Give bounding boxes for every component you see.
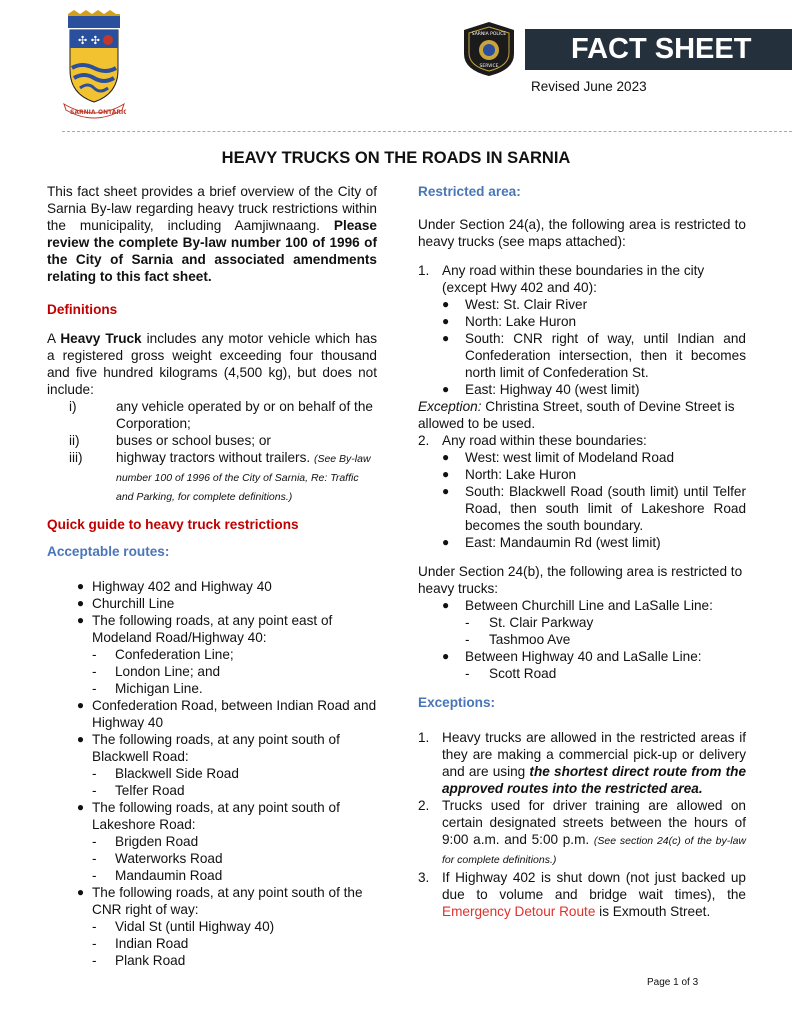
exception-text: If Highway 402 is shut down (not just backed up due to volume and bridge wait times), the [442,870,746,902]
route-text: The following roads, at any point east of Modeland Road/Highway 40: [92,613,333,645]
bullet-icon: ● [442,484,450,498]
exception-label: Exception: [418,399,482,414]
bullet-icon: ● [76,579,85,593]
exception-emphasis: the shortest direct route from the approved routes into the restricted area. [442,764,746,796]
bullet-icon: ● [442,331,450,345]
boundary-text: East: Mandaumin Rd (west limit) [465,535,661,550]
definition-lead: A [47,331,56,346]
exception-note: (See section 24(c) of the by-law for complete definitions.) [442,835,747,866]
area-text: Between Churchill Line and LaSalle Line: [465,598,713,613]
bullet-icon: ● [76,596,85,610]
boundary-text: West: St. Clair River [465,297,588,312]
boundary-item [418,534,746,551]
route-sub-text: Michigan Line. [115,681,203,696]
exception-item: 2. Trucks used for driver training are allowed on certain designated streets between the hours of 9:00 a.m. and 5:00 p.m. (See section 24(c) of the by-law for complete definitions.) [418,798,747,866]
route-sub-item: - Confederation Line; [47,646,377,663]
boundary-item [418,296,746,313]
definition-item [47,432,377,449]
bullet-icon: ● [76,613,85,627]
area-text: Between Highway 40 and LaSalle Line: [465,649,702,664]
bullet-icon: ● [76,698,85,712]
item-text: any vehicle operated by or on behalf of the Corporation; [116,399,373,431]
definition-note: (See By-law number 100 of 1996 of the City of Sarnia, Re: Traffic and Parking, for complete definitions.) [116,453,371,503]
item-number: 2. [418,433,430,448]
bullet-icon: ● [76,885,85,899]
route-sub-text: Vidal St (until Highway 40) [115,919,275,934]
bullet-icon: ● [442,382,450,396]
restricted-area-item [418,432,746,449]
route-item [47,578,377,595]
area-sub-text: Tashmoo Ave [489,632,571,647]
crest-text-ontario: ONTARIO [98,109,126,116]
exception-item: 1. Heavy trucks are allowed in the restricted areas if they are making a commercial pick-up or delivery and are using the shortest direct route from the approved routes into the restricted area. [418,730,746,796]
route-item [47,799,377,833]
route-sub-text: Indian Road [115,936,189,951]
restricted-area-heading: Restricted area: [418,184,521,199]
area-sub-item: - Tashmoo Ave [418,631,746,648]
boundary-text: South: Blackwell Road (south limit) until Telfer Road, then south limit of Lakeshore Road becomes the south boundary. [465,484,746,533]
restricted-area-item [418,262,746,296]
route-sub-text: Telfer Road [115,783,185,798]
badge-text-top: SARNIA POLICE [471,32,507,37]
item-number: ii) [69,433,80,448]
boundary-text: East: Highway 40 (west limit) [465,382,640,397]
area-item [418,648,746,665]
route-sub-item: - Indian Road [47,935,377,952]
revised-date: Revised June 2023 [531,79,647,94]
boundary-item [418,466,746,483]
right-column [418,183,746,920]
route-item [47,697,377,731]
area-sub-item: - Scott Road [418,665,746,682]
intro-bold: Please review the complete By-law number 100 of 1996 of the City of Sarnia and associated amendments relating to this fact sheet. [47,218,377,284]
route-sub-item: - Mandaumin Road [47,867,377,884]
route-sub-item: - Michigan Line. [47,680,377,697]
item-text: Any road within these boundaries in the city (except Hwy 402 and 40): [442,263,705,295]
boundary-item [418,313,746,330]
bullet-icon: ● [442,535,450,549]
route-item [47,595,377,612]
header-divider [62,131,792,132]
exception-text: Heavy trucks are allowed in the restricted areas if they are making a commercial pick-up or delivery and are using [442,730,746,779]
exception-note [418,398,746,432]
item-text: buses or school buses; or [116,433,271,448]
route-sub-item: - Vidal St (until Highway 40) [47,918,377,935]
route-sub-text: Brigden Road [115,834,199,849]
route-text: The following roads, at any point south of Blackwell Road: [92,732,340,764]
badge-text-bottom: SERVICE [479,64,499,69]
route-sub-item: - Blackwell Side Road [47,765,377,782]
fact-sheet-banner: FACT SHEET [525,29,792,70]
route-item [47,731,377,765]
city-of-sarnia-crest [62,10,126,122]
exception-item: 3. If Highway 402 is shut down (not just backed up due to volume and bridge wait times), the Emergency Detour Route is Exmouth Street. [418,870,746,919]
intro-paragraph [47,183,377,285]
svg-text:✣ ✣: ✣ ✣ [78,34,100,47]
definition-term: Heavy Truck [60,331,142,346]
boundary-item [418,381,746,398]
boundary-item [418,483,746,534]
boundary-text: North: Lake Huron [465,467,577,482]
route-text: Highway 402 and Highway 40 [92,579,272,594]
route-sub-item: - Telfer Road [47,782,377,799]
page-title: HEAVY TRUCKS ON THE ROADS IN SARNIA [221,149,571,167]
route-sub-item: - Waterworks Road [47,850,377,867]
item-number: iii) [69,450,83,465]
boundary-text: North: Lake Huron [465,314,577,329]
route-sub-text: Plank Road [115,953,186,968]
definition-text: includes any motor vehicle which has a registered gross weight exceeding four thousand and five hundred kilograms (4,500 kg), but does not include: [47,331,378,397]
exception-text: Christina Street, south of Devine Street is allowed to be used. [418,399,735,431]
boundary-text: South: CNR right of way, until Indian and Confederation intersection, then it becomes north limit of Confederation St. [465,331,746,380]
route-text: The following roads, at any point south of the CNR right of way: [92,885,363,917]
item-text: highway tractors without trailers. [116,450,311,465]
item-text: Any road within these boundaries: [442,433,647,448]
exception-text-end: is Exmouth Street. [599,904,711,919]
definition-item [47,449,377,506]
route-item [47,612,377,646]
route-sub-item: - Brigden Road [47,833,377,850]
route-sub-text: Mandaumin Road [115,868,223,883]
quick-guide-heading: Quick guide to heavy truck restrictions [47,517,299,532]
bullet-icon: ● [76,800,85,814]
crest-text-sarnia: SARNIA [70,109,96,116]
section-24a-text: Under Section 24(a), the following area is restricted to heavy trucks (see maps attached): [418,217,746,249]
area-item [418,597,746,614]
bullet-icon: ● [442,467,450,481]
route-text: Confederation Road, between Indian Road and Highway 40 [92,698,377,730]
bullet-icon: ● [442,649,450,663]
bullet-icon: ● [442,598,450,612]
bullet-icon: ● [442,314,450,328]
page-number: Page 1 of 3 [647,977,699,988]
route-sub-text: Waterworks Road [115,851,223,866]
area-sub-text: St. Clair Parkway [489,615,594,630]
definition-item [47,398,377,432]
bullet-icon: ● [442,297,450,311]
definitions-heading: Definitions [47,302,118,317]
boundary-text: West: west limit of Modeland Road [465,450,675,465]
boundary-item [418,330,746,381]
acceptable-routes-list [47,578,377,969]
heavy-truck-definition [47,330,377,398]
exceptions-heading: Exceptions: [418,695,496,710]
item-number: 1. [418,263,430,278]
route-sub-item: - London Line; and [47,663,377,680]
intro-text: This fact sheet provides a brief overview of the City of Sarnia By-law regarding heavy truck restrictions within the municipality, including Aamjiwnaang. [47,184,377,233]
route-text: Churchill Line [92,596,175,611]
boundary-item [418,449,746,466]
bullet-icon: ● [76,732,85,746]
bullet-icon: ● [442,450,450,464]
exception-text: Trucks used for driver training are allowed on certain designated streets between the hours of 9:00 a.m. and 5:00 p.m. [442,798,746,847]
route-sub-item: - Plank Road [47,952,377,969]
item-number: i) [69,399,77,414]
area-sub-text: Scott Road [489,666,557,681]
route-text: The following roads, at any point south of Lakeshore Road: [92,800,340,832]
sarnia-police-badge [460,20,518,78]
acceptable-routes-heading: Acceptable routes: [47,544,170,559]
section-24b-text: Under Section 24(b), the following area is restricted to heavy trucks: [418,564,743,596]
route-sub-text: Blackwell Side Road [115,766,239,781]
emergency-detour-route-link[interactable]: Emergency Detour Route [442,904,596,919]
area-sub-item: - St. Clair Parkway [418,614,746,631]
route-item [47,884,377,918]
route-sub-text: London Line; and [115,664,221,679]
left-column [47,183,377,969]
route-sub-text: Confederation Line; [115,647,234,662]
